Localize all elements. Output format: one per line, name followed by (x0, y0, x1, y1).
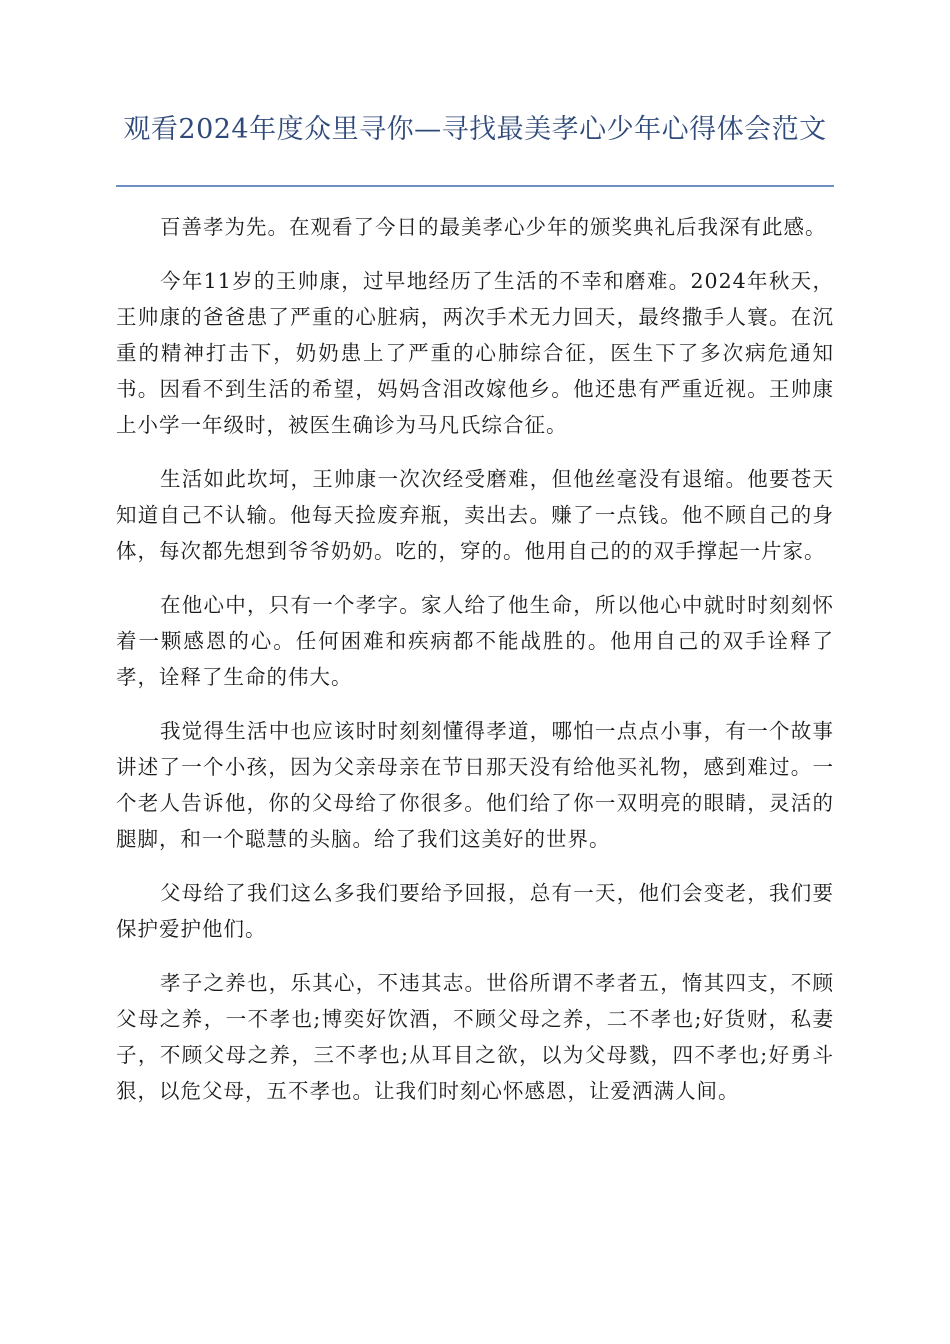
document-body (116, 209, 834, 1127)
paragraph-1: 百善孝为先。在观看了今日的最美孝心少年的颁奖典礼后我深有此感。 (160, 215, 827, 239)
paragraph-6: 父母给了我们这么多我们要给予回报，总有一天，他们会变老，我们要保护爱护他们。 (116, 881, 834, 941)
document-title: 观看2024年度众里寻你—寻找最美孝心少年心得体会范文 (123, 114, 827, 145)
paragraph-4: 在他心中，只有一个孝字。家人给了他生命，所以他心中就时时刻刻怀着一颗感恩的心。任何困难和疾病都不能战胜的。他用自己的双手诠释了孝，诠释了生命的伟大。 (116, 593, 834, 689)
title-divider (116, 185, 834, 187)
paragraph-5: 我觉得生活中也应该时时刻刻懂得孝道，哪怕一点点小事，有一个故事讲述了一个小孩，因为父亲母亲在节日那天没有给他买礼物，感到难过。一个老人告诉他，你的父母给了你很多。他们给了你一双明亮的眼睛，灵活的腿脚，和一个聪慧的头脑。给了我们这美好的世界。 (116, 719, 834, 851)
paragraph-3: 生活如此坎坷，王帅康一次次经受磨难，但他丝毫没有退缩。他要苍天知道自己不认输。他每天捡废弃瓶，卖出去。赚了一点钱。他不顾自己的身体，每次都先想到爷爷奶奶。吃的，穿的。他用自己的的双手撑起一片家。 (116, 467, 834, 563)
paragraph-7: 孝子之养也，乐其心，不违其志。世俗所谓不孝者五，惰其四支，不顾父母之养，一不孝也;博奕好饮酒，不顾父母之养，二不孝也;好货财，私妻子，不顾父母之养，三不孝也;从耳目之欲，以为父母戮，四不孝也;好勇斗狠，以危父母，五不孝也。让我们时刻心怀感恩，让爱洒满人间。 (116, 971, 834, 1103)
paragraph-2: 今年11岁的王帅康，过早地经历了生活的不幸和磨难。2024年秋天，王帅康的爸爸患了严重的心脏病，两次手术无力回天，最终撒手人寰。在沉重的精神打击下，奶奶患上了严重的心肺综合征，医生下了多次病危通知书。因看不到生活的希望，妈妈含泪改嫁他乡。他还患有严重近视。王帅康上小学一年级时，被医生确诊为马凡氏综合征。 (116, 269, 834, 437)
